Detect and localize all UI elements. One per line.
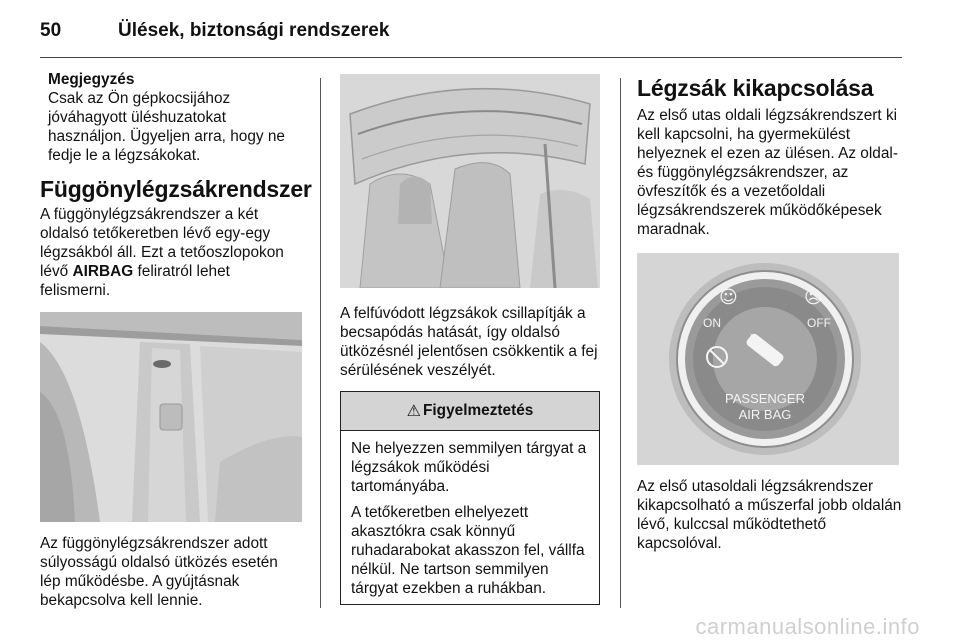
curtain-airbag-heading: Függönylégzsákrendszer	[40, 176, 312, 202]
warning-triangle-icon: ⚠	[406, 403, 421, 420]
airbag-deactivation-heading: Légzsák kikapcsolása	[637, 75, 874, 101]
warning-box	[340, 391, 600, 605]
passenger-on-icon: ☺	[719, 287, 738, 308]
page-number: 50	[40, 20, 62, 41]
column-divider-1	[320, 78, 321, 608]
middle-column	[340, 70, 602, 605]
left-column	[40, 70, 312, 610]
note-box	[40, 70, 302, 165]
right-column	[637, 70, 903, 553]
pillar-airbag-figure	[40, 312, 302, 522]
switch-off-label: OFF	[807, 316, 831, 330]
deployed-airbag-figure	[340, 74, 600, 288]
curtain-airbag-paragraph	[40, 205, 302, 300]
warning-title: Figyelmeztetés	[423, 402, 534, 419]
switch-on-label: ON	[703, 316, 721, 330]
page-header	[40, 20, 920, 56]
passenger-airbag-switch-figure	[637, 253, 899, 465]
warning-header	[341, 392, 599, 431]
switch-passenger-label: PASSENGER	[725, 391, 805, 406]
pillar-airbag-illustration	[40, 312, 302, 522]
page-title: Ülések, biztonsági rendszerek	[118, 20, 390, 41]
switch-location-paragraph: Az első utasoldali légzsákrendszer kikapcsolható a műszerfal jobb oldalán lévő, kulccsal működtethető kapcsolóval.	[637, 478, 902, 552]
head-injury-paragraph: A felfúvódott légzsákok csillapítják a becsapódás hatását, így oldalsó ütközésnél jelentősen csökkentik a fej sérülésének veszélyét.	[340, 305, 598, 379]
watermark: carmanualsonline.info	[695, 614, 920, 639]
warning-text-2: A tetőkeretben elhelyezett akasztókra csak könnyű ruhadarabokat akasszon fel, vállfa nélkül. Ne tartson semmilyen tárgyat ezekben a ruhákban.	[351, 504, 585, 597]
passenger-off-icon: ☹	[804, 287, 823, 308]
column-divider-2	[620, 78, 621, 608]
deactivation-paragraph: Az első utas oldali légzsákrendszert ki kell kapcsolni, ha gyermekülést helyeznek el ezen az ülésen. Az oldal- és függönylégzsákrendszer, az övfeszítők és a vezetőoldali légzsákrendszerek működőképesek maradnak.	[637, 107, 898, 238]
warning-text-1: Ne helyezzen semmilyen tárgyat a légzsákok működési tartományába.	[351, 440, 587, 495]
para-text: feliratról lehet felismerni.	[40, 263, 230, 299]
note-text: Csak az Ön gépkocsijához jóváhagyott üléshuzatokat használjon. Ügyeljen arra, hogy ne fedje le a légzsákokat.	[48, 90, 285, 164]
header-rule	[40, 57, 902, 58]
para-text: A függönylégzsákrendszer a két oldalsó tetőkeretben lévő egy-egy légzsákból áll. Ezt a tetőoszlopokon lévő	[40, 206, 284, 280]
airbag-switch-illustration	[637, 253, 899, 465]
airbag-keyword: AIRBAG	[72, 263, 134, 280]
warning-body	[341, 431, 599, 604]
note-title: Megjegyzés	[48, 71, 135, 88]
deployed-airbag-illustration	[340, 74, 600, 288]
activation-paragraph: Az függönylégzsákrendszer adott súlyosságú oldalsó ütközés esetén lép működésbe. A gyújtásnak bekapcsolva kell lennie.	[40, 535, 278, 609]
switch-airbag-label: AIR BAG	[738, 407, 792, 422]
